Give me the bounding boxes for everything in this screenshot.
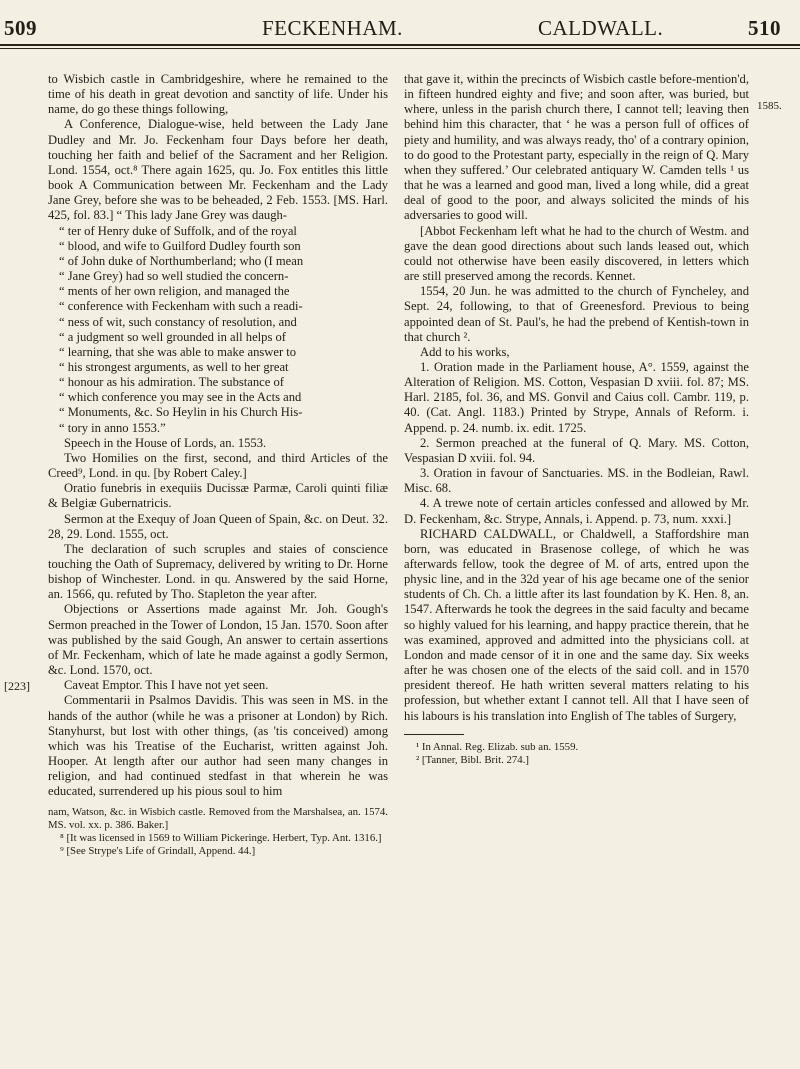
- quote-line: “ ter of Henry duke of Suffolk, and of the royal: [59, 223, 297, 238]
- left-column: [48, 72, 388, 858]
- paragraph: Two Homilies on the first, second, and third Articles of the Creed⁹, Lond. in qu. [by Robert Caley.]: [48, 450, 388, 481]
- paragraph: RICHARD CALDWALL, or Chaldwell, a Staffordshire man born, was educated in Brasenose college, of which he was afterwards fellow, took the degree of M. of arts, entred upon the physic line, and in the 32d year of his age became one of the senior students of Ch. Ch. a little after its last foundation by K. Hen. 8, an. 1547. Afterwards he took the degrees in the said faculty and became so highly valued for his learning, and happy practice therein, that he was examined, approved and admitted into the physicians coll. at London and made censor of it in one and the same day. Six weeks after he was chosen one of the elects of the said coll. and in 1570 president thereof. He hath written several matters relating to his profession, but whether extant I cannot tell. All that I have seen of his labours is his translation into English of The tables of Surgery,: [404, 526, 749, 723]
- paragraph: 1. Oration made in the Parliament house, A°. 1559, against the Alteration of Religion. MS. Cotton, Vespasian D xviii. fol. 87; MS. Harl. 2185, fol. 36, and MS. Gonvil and Caius coll. Cambr. 119, p. 40. (Cat. Angl. 1183.) Printed by Strype, Annals of Reform. i. Append. p. 24. numb. ix. edit. 1725.: [404, 359, 749, 435]
- paragraph: Objections or Assertions made against Mr. Joh. Gough's Sermon preached in the Tower of London, 15 Jan. 1570. Soon after was published by the said Gough, An answer to certain assertions of Mr. Feckenham, which of late he made against a godly Sermon, &c. Lond. 1570, oct.: [48, 602, 388, 678]
- running-title-right: CALDWALL.: [538, 16, 664, 40]
- quote-line: “ blood, and wife to Guilford Dudley fourth son: [59, 238, 301, 253]
- footnote: ¹ In Annal. Reg. Elizab. sub an. 1559.: [416, 740, 579, 753]
- footnote: ⁸ [It was licensed in 1569 to William Pickeringe. Herbert, Typ. Ant. 1316.]: [60, 831, 382, 844]
- quote-line: “ a judgment so well grounded in all helps of: [59, 329, 286, 344]
- quote-line: “ conference with Feckenham with such a readi-: [59, 299, 303, 314]
- paragraph: 1554, 20 Jun. he was admitted to the church of Fyncheley, and Sept. 24, following, to that of Greenesford. Previous to being appointed dean of St. Paul's, he had the prebend of Kentish-town in that church ².: [404, 284, 749, 344]
- footnote: ⁹ [See Strype's Life of Grindall, Append. 44.]: [60, 845, 256, 858]
- margin-note-right: 1585.: [757, 100, 782, 112]
- running-header: [0, 0, 800, 54]
- quote-line: “ learning, that she was able to make answer to: [59, 344, 297, 359]
- footnote: ² [Tanner, Bibl. Brit. 274.]: [416, 753, 529, 766]
- footnote-separator: [404, 734, 464, 735]
- paragraph: Sermon at the Exequy of Joan Queen of Spain, &c. on Deut. 32. 28, 29. Lond. 1555, oct.: [48, 511, 388, 541]
- running-title-left: FECKENHAM.: [262, 16, 403, 40]
- margin-note-left: [223]: [4, 679, 30, 693]
- quote-line: “ ments of her own religion, and managed the: [59, 284, 290, 299]
- paragraph: that gave it, within the precincts of Wisbich castle before-mention'd, in fifteen hundred eighty and five; and soon after, was buried, but where, unless in the parish church there, I cannot tell; leaving then behind him this character, that ‘ he was a person full of offices of piety and humility, and was always ready, tho' of a contrary opinion, to do good to the Protestant party, especially in the reign of Q. Mary when they suffered.’ Our celebrated antiquary W. Camden tells ¹ us that he was a learned and good man, lived a long while, did a great deal of good to the poor, and always solicited the minds of his adversaries to good will.: [404, 72, 749, 223]
- footnotes-right: [404, 741, 749, 767]
- paragraph: [Abbot Feckenham left what he had to the church of Westm. and gave the dean good directions about such lands leased out, which could not otherwise have been easily discovered, in letters which are still preserved among the records. Kennet.: [404, 223, 749, 284]
- paragraph: Oratio funebris in exequiis Ducissæ Parmæ, Caroli quinti filiæ & Belgiæ Gubernatricis.: [48, 481, 388, 511]
- quote-line: “ honour as his admiration. The substance of: [59, 375, 285, 390]
- quote-line: “ Monuments, &c. So Heylin in his Church His-: [59, 405, 303, 420]
- quote-line: “ tory in anno 1553.”: [59, 420, 166, 435]
- header-rule-thin: [0, 48, 800, 49]
- paragraph: Commentarii in Psalmos Davidis. This was seen in MS. in the hands of the author (while he was a prisoner at London) by Rich. Stanyhurst, but lost with other things, (as 'tis conceived) among which was his Treatise of the Eucharist, written against Joh. Hooper. At length after our author had seen many changes in religion, and had continued stedfast in that wherein he was educated, surrendered up his pious soul to him: [48, 693, 388, 799]
- quote-line: “ which conference you may see in the Acts and: [59, 390, 302, 405]
- right-column: [404, 72, 749, 767]
- footnote: nam, Watson, &c. in Wisbich castle. Removed from the Marshalsea, an. 1574. MS. vol. xx. p. 386. Baker.]: [48, 805, 388, 831]
- paragraph: 3. Oration in favour of Sanctuaries. MS. in the Bodleian, Rawl. Misc. 68.: [404, 466, 749, 496]
- page-number-right: 510: [748, 16, 781, 40]
- quote-line: “ his strongest arguments, as well to her great: [59, 359, 289, 374]
- quote-line: “ of John duke of Northumberland; who (I mean: [59, 253, 304, 268]
- header-rule-thick: [0, 44, 800, 46]
- paragraph: Speech in the House of Lords, an. 1553.: [64, 435, 267, 450]
- page-number-left: 509: [4, 16, 37, 40]
- paragraph: Caveat Emptor. This I have not yet seen.: [64, 678, 269, 693]
- paragraph: Add to his works,: [420, 344, 510, 359]
- paragraph: to Wisbich castle in Cambridgeshire, where he remained to the time of his death in great devotion and sanctity of life. Under his name, do go these things following,: [48, 72, 388, 117]
- paragraph: 2. Sermon preached at the funeral of Q. Mary. MS. Cotton, Vespasian D xviii. fol. 94.: [404, 435, 749, 465]
- paragraph: A Conference, Dialogue-wise, held between the Lady Jane Dudley and Mr. Jo. Feckenham four Days before her death, touching her faith and belief of the Sacrament and her Religion. Lond. 1554, oct.⁸ There again 1625, qu. Jo. Fox entitles this little book A Communication between Mr. Feckenham and the Lady Jane Grey, before she was to be beheaded, 2 Feb. 1553. [MS. Harl. 425, fol. 83.] “ This lady Jane Grey was daugh-: [48, 117, 388, 223]
- paragraph: The declaration of such scruples and staies of conscience touching the Oath of Supremacy, delivered by writing to Dr. Horne bishop of Winchester. Lond. in qu. Answered by the said Horne, an. 1566, qu. refuted by Tho. Stapleton the year after.: [48, 541, 388, 602]
- quote-line: “ ness of wit, such constancy of resolution, and: [59, 314, 297, 329]
- quote-line: “ Jane Grey) had so well studied the concern-: [59, 269, 289, 284]
- paragraph: 4. A trewe note of certain articles confessed and allowed by Mr. D. Feckenham, &c. Strype, Annals, i. Append. p. 73, num. xxxi.]: [404, 496, 749, 526]
- footnotes-left: [48, 806, 388, 859]
